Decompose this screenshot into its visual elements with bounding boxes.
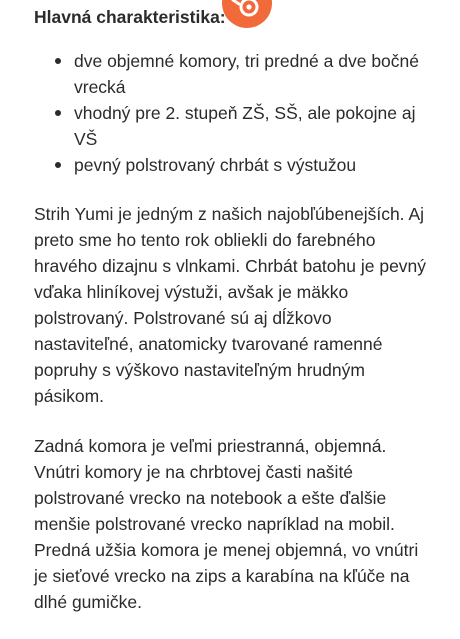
feature-list-item [34,100,434,152]
feature-list-item [34,48,434,100]
description-paragraph: Zadná komora je veľmi priestranná, objemná. Vnútri komory je na chrbtovej časti našité polstrované vrecko na notebook a ešte ďalšie menšie polstrované vrecko napríklad na mobil. Predná užšia komora je menej objemná, vo vnútri je sieťové vrecko na zips a karabína na kľúče na dlhé gumičke. [34,436,419,612]
section-heading: Hlavná charakteristika: [34,7,226,27]
feature-text: dve objemné komory, tri predné a dve bočné vrecká [74,51,420,97]
description-paragraph: Strih Yumi je jedným z našich najobľúbenejších. Aj preto sme ho tento rok obliekli do farebného hravého dizajnu s vlnkami. Chrbát batohu je pevný vďaka hliníkovej výstuži, avšak je mäkko polstrovaný. Polstrované sú aj dĺžkovo nastaviteľné, anatomicky tvarované ramenné popruhy s výškovo nastaviteľným hrudným pásikom. [34,204,427,406]
feature-list [34,48,434,178]
bullet-icon [55,58,61,64]
bullet-icon [55,162,61,168]
feature-list-item [34,152,434,178]
bullet-icon [55,110,61,116]
product-description [34,4,434,639]
feature-text: pevný polstrovaný chrbát s výstužou [74,155,357,175]
feature-text: vhodný pre 2. stupeň ZŠ, SŠ, ale pokojne aj VŠ [74,103,416,149]
